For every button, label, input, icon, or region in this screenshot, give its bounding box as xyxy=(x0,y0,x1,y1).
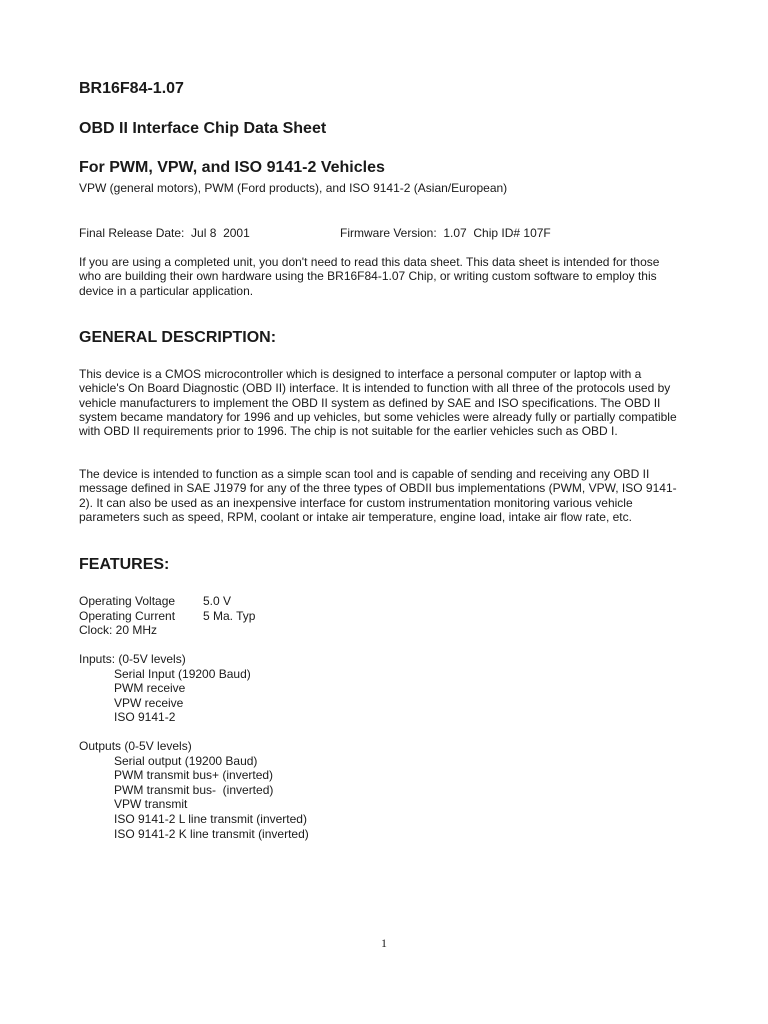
operating-current-value: 5 Ma. Typ xyxy=(203,609,256,623)
document-subtitle: For PWM, VPW, and ISO 9141-2 Vehicles xyxy=(79,159,385,176)
document-title: OBD II Interface Chip Data Sheet xyxy=(79,120,327,137)
list-item: Serial output (19200 Baud) xyxy=(114,753,258,768)
part-number-heading: BR16F84-1.07 xyxy=(79,80,184,97)
intro-paragraph: If you are using a completed unit, you don't need to read this data sheet. This data sheet is intended for those who are building their own hardware using the BR16F84-1.07 Chip, or writing custom software to employ this device in a particular application. xyxy=(79,255,660,298)
list-item: PWM transmit bus- (inverted) xyxy=(114,782,274,797)
outputs-list xyxy=(79,739,309,841)
list-item: ISO 9141-2 L line transmit (inverted) xyxy=(114,811,307,826)
list-item: ISO 9141-2 K line transmit (inverted) xyxy=(114,826,309,841)
features-heading: FEATURES: xyxy=(79,556,170,573)
firmware-version: Firmware Version: 1.07 Chip ID# 107F xyxy=(340,226,551,240)
list-item: VPW transmit xyxy=(114,797,188,812)
operating-voltage-label: Operating Voltage xyxy=(79,594,176,608)
operating-current-label: Operating Current xyxy=(79,609,176,623)
general-description-paragraph-2: The device is intended to function as a simple scan tool and is capable of sending and receiving any OBD II message defined in SAE J1979 for any of the three types of OBDII bus implementations (PWM, VPW, ISO 9141-2). It can also be used as an inexpensive interface for custom instrumentation monitoring various vehicle parameters such as speed, RPM, coolant or intake air temperature, engine load, intake air flow rate, etc. xyxy=(79,467,677,524)
list-item: PWM receive xyxy=(114,681,186,696)
list-item: Serial Input (19200 Baud) xyxy=(114,666,251,681)
list-item: ISO 9141-2 xyxy=(114,710,176,725)
inputs-heading: Inputs: (0-5V levels) xyxy=(79,652,186,666)
list-item: PWM transmit bus+ (inverted) xyxy=(114,768,274,783)
clock-spec: Clock: 20 MHz xyxy=(79,623,158,637)
operating-voltage-value: 5.0 V xyxy=(203,594,232,608)
vehicles-line: VPW (general motors), PWM (Ford products), and ISO 9141-2 (Asian/European) xyxy=(79,181,508,195)
outputs-heading: Outputs (0-5V levels) xyxy=(79,739,192,753)
list-item: VPW receive xyxy=(114,695,184,710)
page-number: 1 xyxy=(381,936,387,950)
inputs-list xyxy=(79,652,251,725)
general-description-paragraph-1: This device is a CMOS microcontroller which is designed to interface a personal computer or laptop with a vehicle's On Board Diagnostic (OBD II) interface. It is intended to function with all three of the protocols used by vehicle manufacturers to implement the OBD II system as defined by SAE and ISO specifications. The OBD II system became mandatory for 1996 and up vehicles, but some vehicles were already fully or partially compatible with OBD II requirements prior to 1996. The chip is not suitable for the earlier vehicles such as OBD I. xyxy=(79,367,677,439)
release-date: Final Release Date: Jul 8 2001 xyxy=(79,226,250,240)
general-description-heading: GENERAL DESCRIPTION: xyxy=(79,329,277,346)
